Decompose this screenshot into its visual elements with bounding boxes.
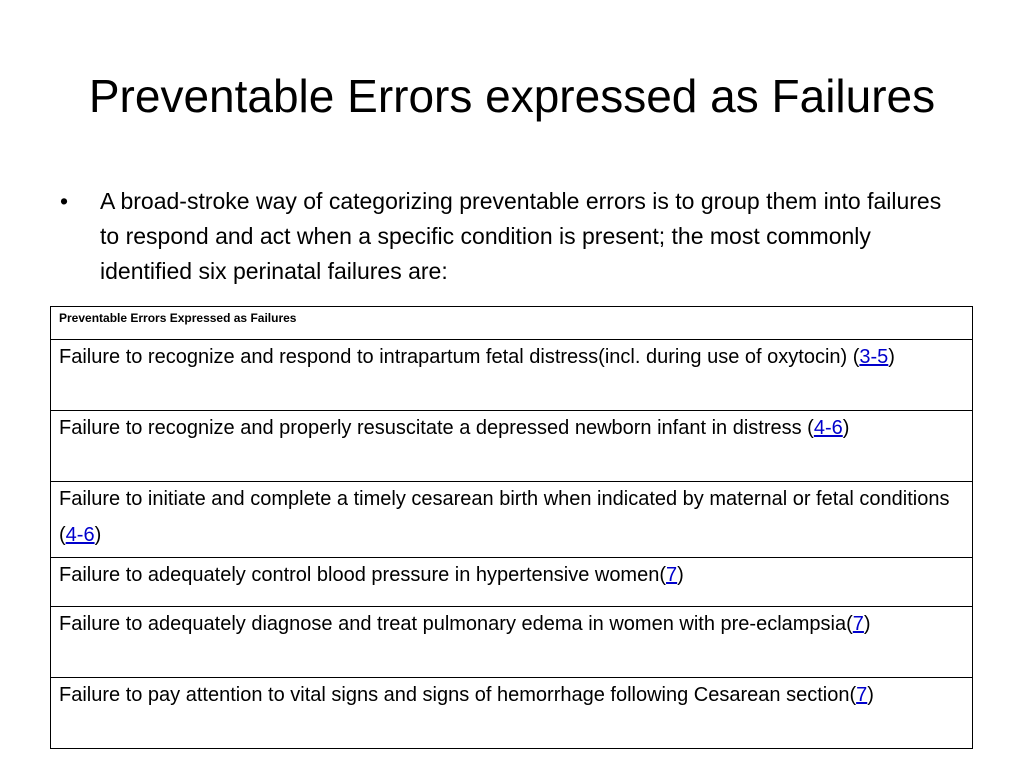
closing-paren: ) [94, 523, 102, 546]
table-header: Preventable Errors Expressed as Failures [51, 307, 973, 340]
failures-table [50, 306, 973, 749]
failure-text: Failure to recognize and respond to intrapartum fetal distress(incl. during use of oxytocin) ( [59, 346, 860, 368]
closing-paren: ) [863, 613, 871, 635]
bullet-icon: • [60, 188, 69, 214]
table-cell [51, 340, 973, 411]
bullet-text: A broad-stroke way of categorizing preventable errors is to group them into failures to respond and act when a specific condition is present; the most commonly identified six perinatal failures are: [100, 188, 942, 284]
reference-link[interactable]: 4-6 [65, 523, 95, 546]
closing-paren: ) [888, 346, 895, 368]
failure-text: Failure to pay attention to vital signs and signs of hemorrhage following Cesarean section( [59, 684, 857, 706]
failure-text: Failure to adequately control blood pressure in hypertensive women( [59, 564, 667, 586]
failure-text: Failure to recognize and properly resuscitate a depressed newborn infant in distress ( [59, 417, 814, 439]
table-row [51, 340, 973, 411]
bullet-paragraph [60, 184, 950, 289]
reference-link[interactable]: 3-5 [859, 346, 889, 368]
failure-text: Failure to initiate and complete a timely cesarean birth when indicated by maternal or fetal conditions ( [59, 488, 950, 546]
table-cell [51, 482, 973, 558]
closing-paren: ) [842, 417, 850, 439]
reference-link[interactable]: 7 [666, 564, 678, 586]
table-cell [51, 411, 973, 482]
closing-paren: ) [677, 564, 684, 586]
table-row [51, 482, 973, 558]
slide-title: Preventable Errors expressed as Failures [88, 70, 936, 122]
table-cell [51, 558, 973, 607]
table-cell [51, 607, 973, 678]
table-cell [51, 678, 973, 749]
table-header-row [51, 307, 973, 340]
reference-link[interactable]: 7 [852, 613, 864, 635]
table-row [51, 558, 973, 607]
reference-link[interactable]: 4-6 [813, 417, 843, 439]
closing-paren: ) [867, 684, 874, 706]
table-row [51, 678, 973, 749]
failure-text: Failure to adequately diagnose and treat pulmonary edema in women with pre-eclampsia( [59, 613, 853, 635]
table-row [51, 411, 973, 482]
table-row [51, 607, 973, 678]
reference-link[interactable]: 7 [856, 684, 868, 706]
